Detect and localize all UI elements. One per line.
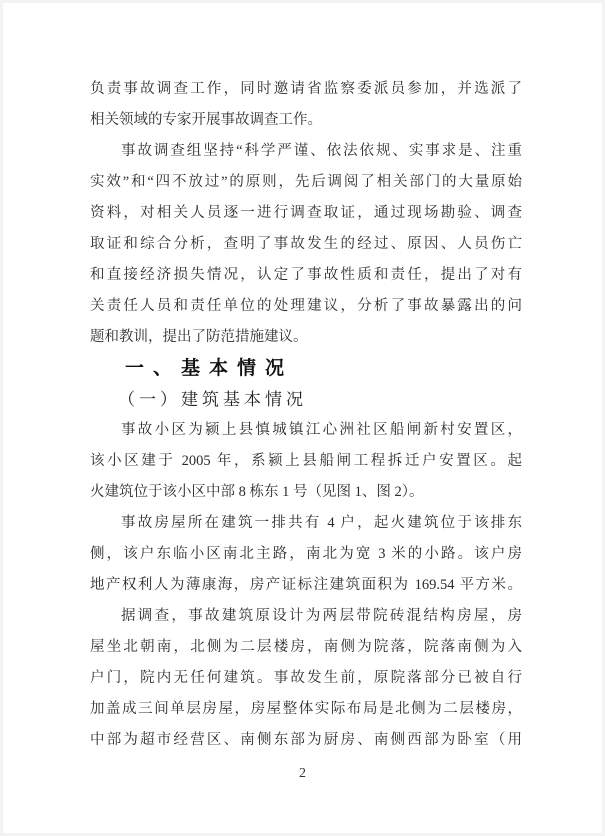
- text-line: 取证和综合分析，查明了事故发生的经过、原因、人员伤亡: [90, 236, 522, 252]
- page-number: 2: [299, 766, 306, 781]
- text-line: 中部为超市经营区、南侧东部为厨房、南侧西部为卧室（用: [90, 732, 522, 748]
- text-line: 实效”和“四不放过”的原则，先后调阅了相关部门的大量原始: [90, 174, 522, 190]
- text-line: 侧，该户东临小区南北主路，南北为宽 3 米的小路。该户房: [90, 546, 522, 562]
- section-heading: 一、基本情况: [125, 358, 294, 379]
- text-line: 屋坐北朝南，北侧为二层楼房，南侧为院落，院落南侧为入: [90, 639, 522, 655]
- text-line: 事故调查组坚持“科学严谨、依法依规、实事求是、注重: [121, 143, 522, 159]
- text-line: 和直接经济损失情况，认定了事故性质和责任，提出了对有: [90, 267, 522, 283]
- text-line: 关责任人员和责任单位的处理建议，分析了事故暴露出的问: [90, 298, 522, 314]
- text-line: 负责事故调查工作，同时邀请省监察委派员参加，并选派了: [90, 81, 522, 97]
- text-line: 该小区建于 2005 年，系颍上县船闸工程拆迁户安置区。起: [90, 453, 522, 469]
- text-line: 据调查，事故建筑原设计为两层带院砖混结构房屋，房: [121, 608, 522, 624]
- subsection-heading: （一）建筑基本情况: [118, 390, 307, 409]
- text-line: 地产权利人为薄康海，房产证标注建筑面积为 169.54 平方米。: [90, 577, 522, 593]
- text-line: 相关领域的专家开展事故调查工作。: [90, 112, 322, 128]
- document-text-block: [90, 74, 522, 756]
- text-line: 加盖成三间单层房屋，房屋整体实际布局是北侧为二层楼房，: [90, 701, 522, 717]
- text-line: 户门，院内无任何建筑。事故发生前，原院落部分已被自行: [90, 670, 522, 686]
- text-line: 资料，对相关人员逐一进行调查取证，通过现场勘验、调查: [90, 205, 522, 221]
- text-line: 事故小区为颍上县慎城镇江心洲社区船闸新村安置区，: [121, 422, 522, 438]
- text-line: 题和教训，提出了防范措施建议。: [90, 329, 308, 345]
- text-line: 事故房屋所在建筑一排共有 4 户，起火建筑位于该排东: [121, 515, 522, 531]
- text-line: 火建筑位于该小区中部 8 栋东 1 号（见图 1、图 2）。: [90, 484, 424, 500]
